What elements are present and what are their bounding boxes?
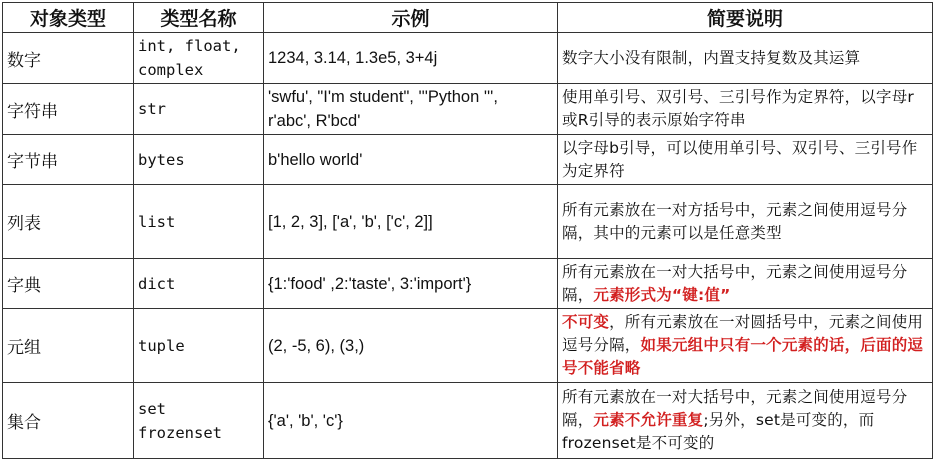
description-text: ;另外，set是可变的，而frozenset是不可变的 — [562, 411, 875, 452]
table-row — [3, 309, 933, 383]
description-text: 所有元素放在一对大括号中，元素之间使用逗号分隔， — [562, 388, 908, 429]
emphasis-text: 元素形式为“键:值” — [593, 285, 731, 304]
cell-type-name: str — [134, 84, 264, 135]
cell-description — [558, 84, 933, 135]
cell-example: {'a', 'b', 'c'} — [264, 383, 558, 459]
cell-example: [1, 2, 3], ['a', 'b', ['c', 2]] — [264, 185, 558, 259]
cell-description — [558, 135, 933, 185]
table-body — [3, 33, 933, 459]
cell-example: b'hello world' — [264, 135, 558, 185]
cell-example: 'swfu', "I'm student", '''Python ''', r'abc', R'bcd' — [264, 84, 558, 135]
table-row — [3, 135, 933, 185]
description-text: ，所有元素放在一对圆括号中，元素之间使用逗号分隔， — [562, 313, 924, 354]
cell-object-type: 字典 — [3, 259, 134, 309]
cell-object-type: 字符串 — [3, 84, 134, 135]
cell-type-name: dict — [134, 259, 264, 309]
description-text: 使用单引号、双引号、三引号作为定界符，以字母r或R引导的表示原始字符串 — [562, 88, 914, 129]
table-row — [3, 383, 933, 459]
python-types-table — [2, 2, 933, 459]
cell-object-type: 列表 — [3, 185, 134, 259]
cell-type-name: bytes — [134, 135, 264, 185]
table-row — [3, 33, 933, 84]
description-text: 所有元素放在一对方括号中，元素之间使用逗号分隔，其中的元素可以是任意类型 — [562, 200, 908, 242]
cell-object-type: 字节串 — [3, 135, 134, 185]
description-text: 所有元素放在一对大括号中，元素之间使用逗号分隔， — [562, 262, 908, 304]
emphasis-text: 不可变 — [562, 313, 610, 331]
cell-type-name: list — [134, 185, 264, 259]
description-text: 数字大小没有限制，内置支持复数及其运算 — [562, 48, 861, 67]
description-text: 以字母b引导，可以使用单引号、双引号、三引号作为定界符 — [562, 138, 918, 180]
cell-description — [558, 185, 933, 259]
cell-description — [558, 309, 933, 383]
cell-example: (2, -5, 6), (3,) — [264, 309, 558, 383]
cell-description — [558, 259, 933, 309]
cell-object-type: 集合 — [3, 383, 134, 459]
cell-description — [558, 383, 933, 459]
header-row — [3, 3, 933, 33]
header-type-name: 类型名称 — [134, 3, 264, 33]
header-description: 简要说明 — [558, 3, 933, 33]
cell-type-name: int, float, complex — [134, 33, 264, 84]
cell-example: 1234, 3.14, 1.3e5, 3+4j — [264, 33, 558, 84]
header-object-type: 对象类型 — [3, 3, 134, 33]
table-row — [3, 84, 933, 135]
cell-object-type: 元组 — [3, 309, 134, 383]
table-row — [3, 185, 933, 259]
emphasis-text: 元素不允许重复 — [593, 411, 704, 429]
cell-type-name: set frozenset — [134, 383, 264, 459]
cell-type-name: tuple — [134, 309, 264, 383]
cell-description — [558, 33, 933, 84]
cell-object-type: 数字 — [3, 33, 134, 84]
table-row — [3, 259, 933, 309]
header-example: 示例 — [264, 3, 558, 33]
cell-example: {1:'food' ,2:'taste', 3:'import'} — [264, 259, 558, 309]
emphasis-text: 如果元组中只有一个元素的话，后面的逗号不能省略 — [562, 336, 924, 377]
